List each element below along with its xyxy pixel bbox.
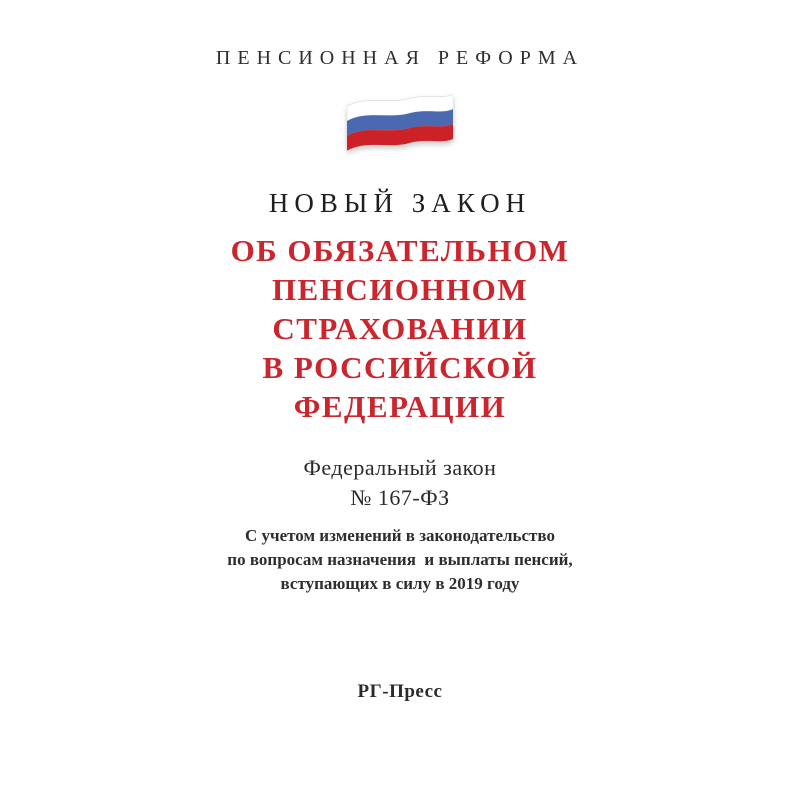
russian-flag-icon [347, 90, 453, 154]
edition-note-line: вступающих в силу в 2019 году [280, 574, 520, 593]
main-title [0, 231, 800, 426]
law-reference [0, 453, 800, 513]
edition-note [0, 524, 800, 596]
series-title: ПЕНСИОННАЯ РЕФОРМА [215, 47, 585, 69]
main-title-line: ОБ ОБЯЗАТЕЛЬНОМ [230, 233, 570, 268]
pre-title: НОВЫЙ ЗАКОН [268, 188, 532, 218]
edition-note-line: по вопросам назначения и выплаты пенсий, [227, 550, 573, 569]
main-title-line: СТРАХОВАНИИ [272, 311, 528, 346]
edition-note-line: С учетом изменений в законодательство [245, 526, 555, 545]
law-number: № 167-ФЗ [350, 485, 450, 510]
main-title-line: ПЕНСИОННОМ [271, 272, 529, 307]
main-title-line: ФЕДЕРАЦИИ [293, 389, 507, 424]
main-title-line: В РОССИЙСКОЙ [262, 350, 538, 385]
law-name: Федеральный закон [303, 455, 497, 480]
publisher-name: РГ-Пресс [357, 681, 443, 702]
